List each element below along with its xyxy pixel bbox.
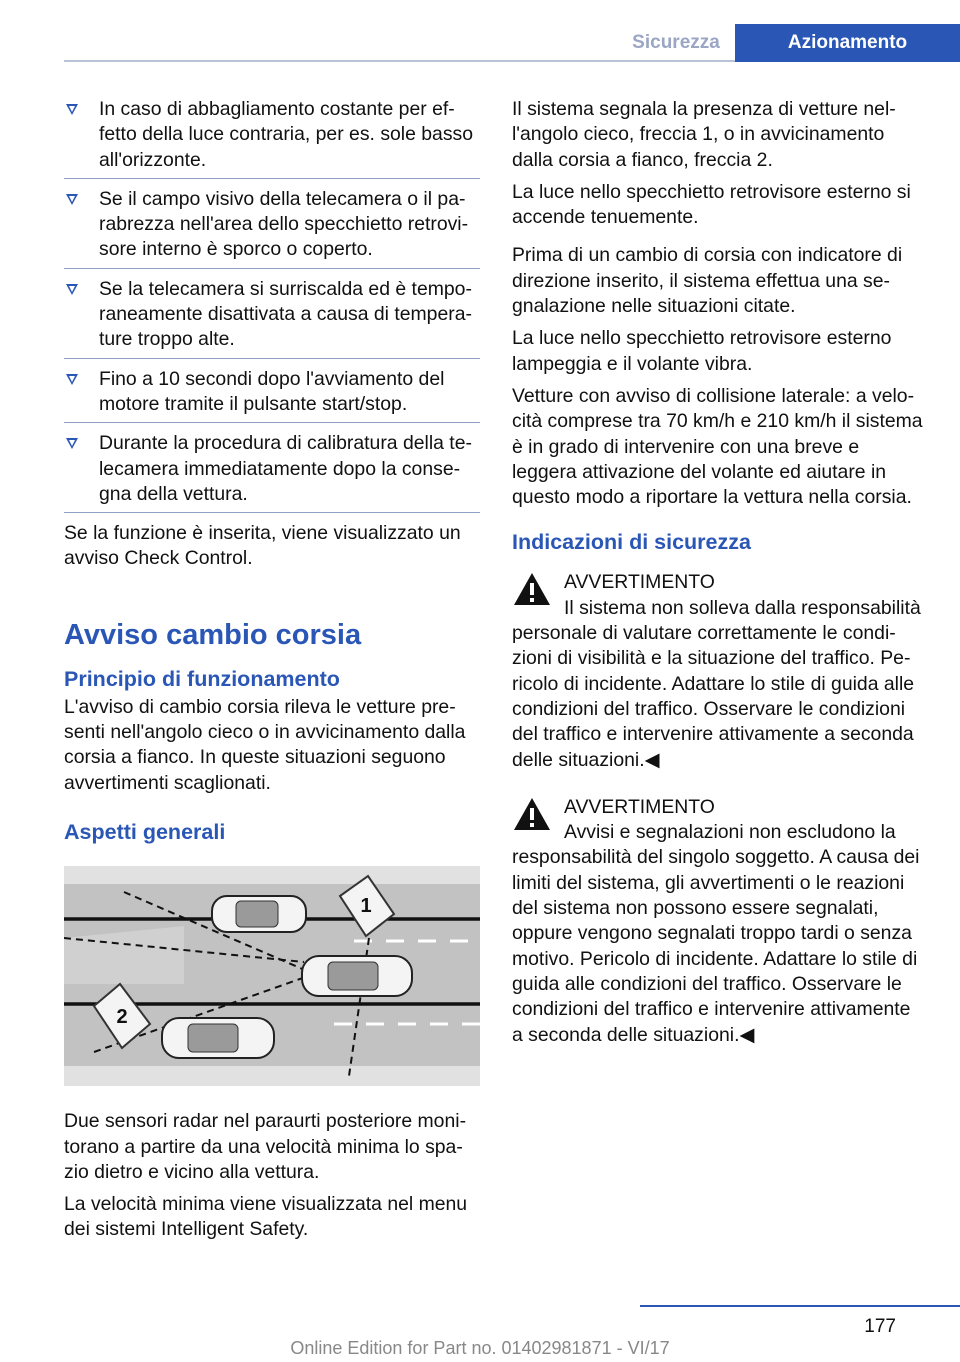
paragraph-blind-spot: Il sistema segnala la presenza di vetture nell'angolo cieco, freccia 1, o in avvicinamento dalla corsia a fianco, freccia 2. [512, 98, 896, 171]
warning-text-first: Avvisi e segnalazioni non escludono la [564, 821, 896, 844]
paragraph-mirror-flash: La luce nello specchietto retrovisore esterno lampeggia e il volante vibra. [512, 327, 892, 375]
warning-text: personale di valutare correttamente le condizioni di visibilità e la situazione del traffico. Pericolo di incidente. Adattare lo stile di guida alle condizioni del traffico. Osservare le condizioni del traffico e intervenire attivamente a seconda delle situazioni.◀ [512, 622, 915, 771]
warning-triangle-icon [512, 796, 552, 832]
list-item-text: In caso di abbagliamento costante per effetto della luce contraria, per es. sole basso all'orizzonte. [99, 98, 474, 171]
list-item [64, 97, 480, 179]
lane-change-diagram [64, 866, 480, 1086]
list-item-text: Fino a 10 secondi dopo l'avviamento del motore tramite il pulsante start/stop. [99, 367, 445, 415]
list-item [64, 277, 480, 359]
left-column [64, 97, 480, 1250]
right-column [512, 97, 926, 1055]
list-item [64, 367, 480, 424]
footer-rule [640, 1305, 960, 1307]
section-title: Avviso cambio corsia [64, 618, 362, 651]
list-item-text: Se il campo visivo della telecamera o il parabrezza nell'area dello specchietto retrovisore interno è sporco o coperto. [99, 187, 469, 261]
paragraph-lane-change: Prima di un cambio di corsia con indicatore di direzione inserito, il sistema effettua una segnalazione nelle situazioni citate. [512, 244, 903, 318]
bullet-triangle-icon [66, 104, 78, 115]
list-item [64, 187, 480, 269]
tab-azionamento[interactable]: Azionamento [735, 24, 960, 62]
paragraph-principle: L'avviso di cambio corsia rileva le vetture presenti nell'angolo cieco o in avvicinamento dalla corsia a fianco. In queste situazioni seguono avvertimenti scaglionati. [64, 695, 466, 794]
paragraph-sensors: Due sensori radar nel paraurti posteriore monitorano a partire da una velocità minima lo spazio dietro e vicino alla vettura. [64, 1110, 467, 1183]
warning-text-first: Il sistema non solleva dalla responsabilità [564, 596, 921, 619]
bullet-triangle-icon [66, 194, 78, 205]
safety-heading: Indicazioni di sicurezza [512, 530, 751, 555]
list-item-text: Durante la procedura di calibratura della telecamera immediatamente dopo la consegna della vettura. [99, 432, 472, 505]
warning-box [512, 795, 926, 1048]
car-blind-spot [212, 896, 306, 932]
paragraph-min-speed: La velocità minima viene visualizzata nel menu dei sistemi Intelligent Safety. [64, 1193, 468, 1241]
list-item [64, 431, 480, 513]
bullet-triangle-icon [66, 374, 78, 385]
page-number: 177 [864, 1316, 896, 1337]
warning-text: responsabilità del singolo soggetto. A causa dei limiti del sistema, gli avvertimenti o le reazioni del sistema non possono essere segnalati, oppure vengono segnalati troppo tardi o senza motivo. Pericolo di incidente. Adattare lo stile di guida alle condizioni del traffico. Osservare le condizioni del traffico e intervenire attivamente a seconda delle situazioni.◀ [512, 846, 920, 1046]
bullet-triangle-icon [66, 284, 78, 295]
arrow-label-1: 1 [360, 894, 372, 917]
warning-triangle-icon [512, 571, 552, 607]
car-own [162, 1018, 274, 1058]
tab-sicurezza[interactable]: Sicurezza [632, 32, 720, 53]
paragraph-collision: Vetture con avviso di collisione laterale: a velocità comprese tra 70 km/h e 210 km/h il sistema è in grado di intervenire con una breve e leggera attivazione del volante ed aiutare in questo modo a riportare la vettura nella corsia. [512, 384, 923, 509]
general-heading: Aspetti generali [64, 819, 226, 844]
warning-title: AVVERTIMENTO [564, 795, 715, 818]
warning-box [512, 570, 926, 772]
paragraph-check-control: Se la funzione è inserita, viene visualizzato un avviso Check Control. [64, 522, 461, 570]
bullet-triangle-icon [66, 438, 78, 449]
car-approaching [302, 956, 412, 996]
list-item-text: Se la telecamera si surriscalda ed è temporaneamente disattivata a causa di temperature troppo alte. [99, 277, 472, 351]
principle-heading: Principio di funzionamento [64, 666, 340, 691]
warning-title: AVVERTIMENTO [564, 571, 715, 594]
paragraph-mirror-light: La luce nello specchietto retrovisore esterno si accende tenuemente. [512, 180, 911, 229]
edition-footer: Online Edition for Part no. 01402981871 - VI/17 [290, 1338, 670, 1358]
arrow-label-2: 2 [116, 1005, 128, 1028]
